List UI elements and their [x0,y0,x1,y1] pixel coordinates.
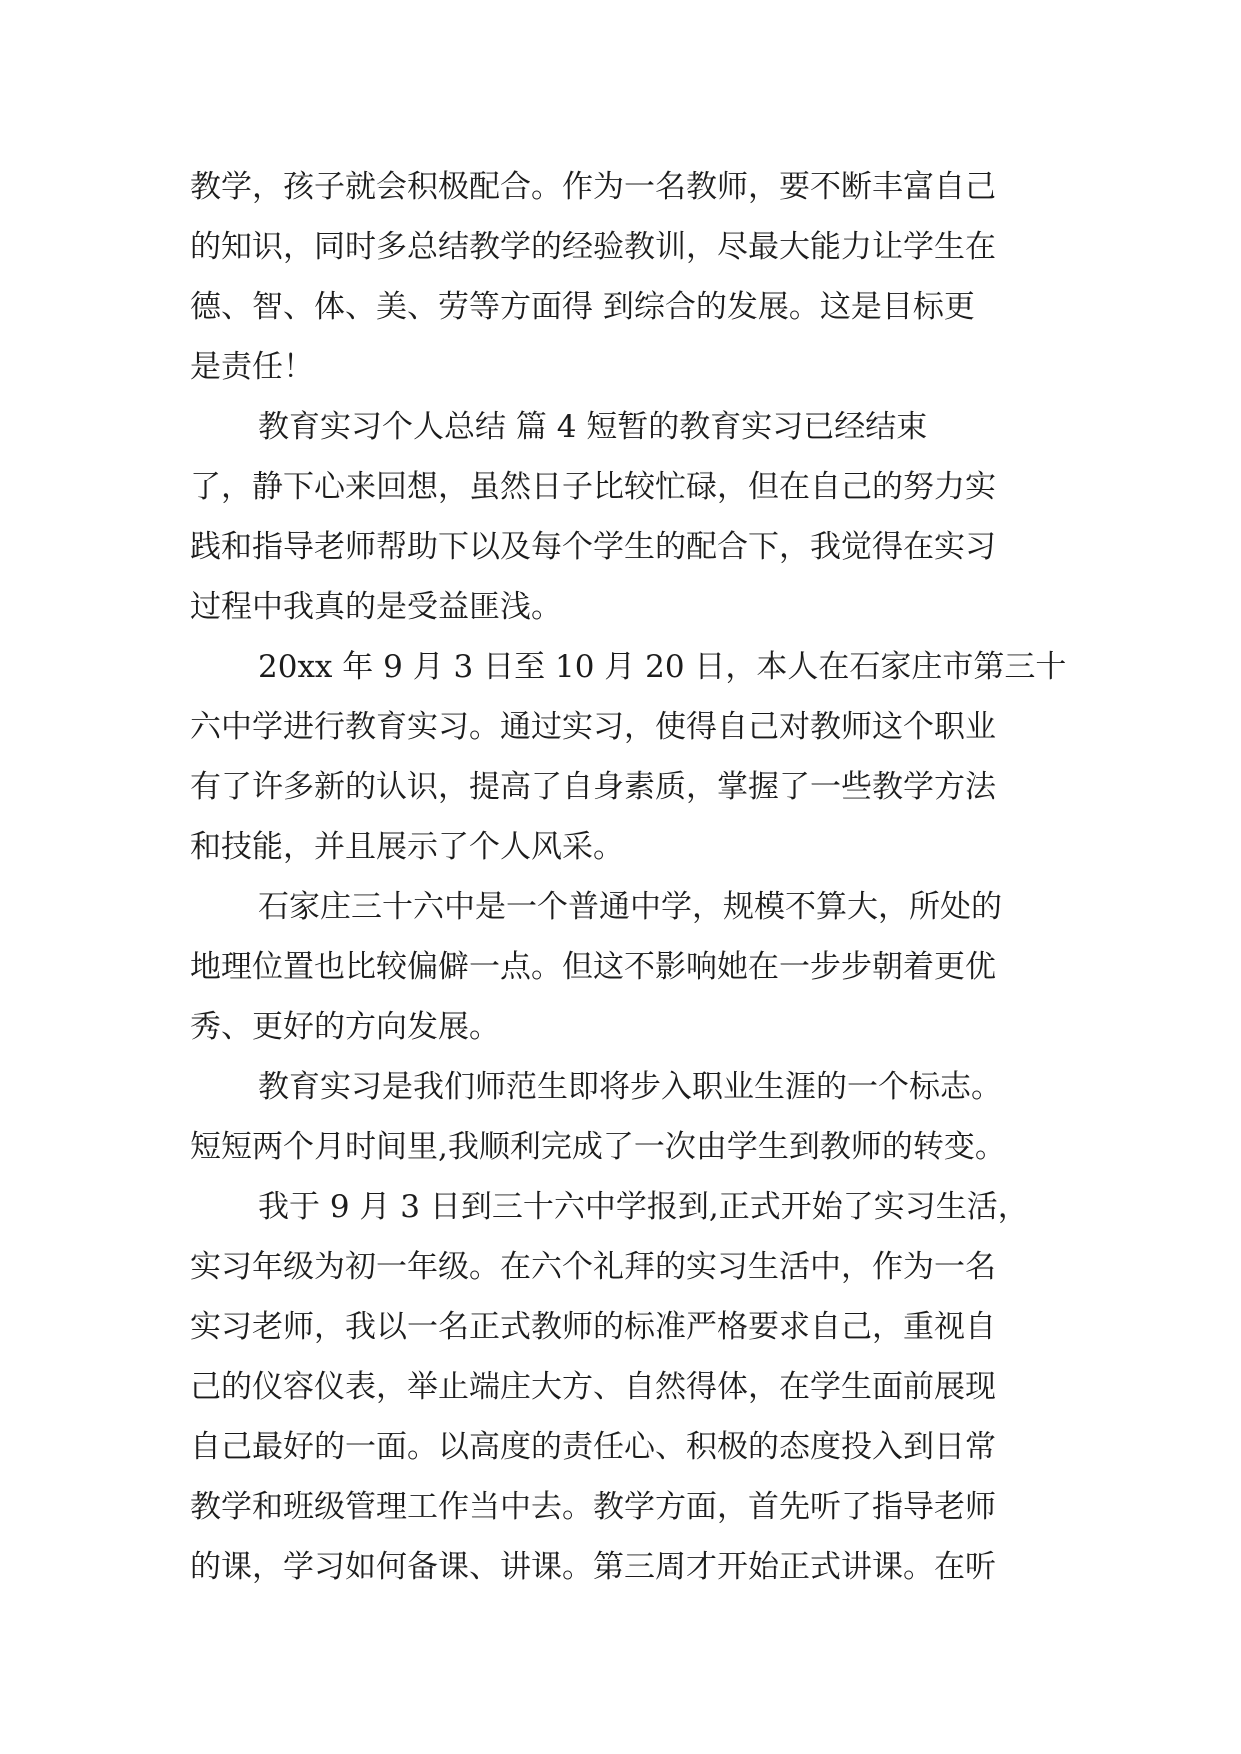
text-line-19: 实习年级为初一年级。在六个礼拜的实习生活中，作为一名 [190,1249,996,1285]
text-line-2: 的知识，同时多总结教学的经验教训，尽最大能力让学生在 [190,229,996,265]
text-line-7: 践和指导老师帮助下以及每个学生的配合下，我觉得在实习 [190,529,996,565]
text-line-4: 是责任！ [190,349,314,385]
section-heading-line: 教育实习个人总结 篇 4 短暂的教育实习已经结束 [258,409,928,445]
text-line-24: 的课，学习如何备课、讲课。第三周才开始正式讲课。在听 [190,1549,996,1585]
text-line-3: 德、智、体、美、劳等方面得 到综合的发展。这是目标更 [190,289,975,325]
text-line-21: 己的仪容仪表，举止端庄大方、自然得体，在学生面前展现 [190,1369,996,1405]
text-line-22: 自己最好的一面。以高度的责任心、积极的态度投入到日常 [190,1429,996,1465]
text-line-11: 有了许多新的认识，提高了自身素质，掌握了一些教学方法 [190,769,996,805]
text-line-12: 和技能，并且展示了个人风采。 [190,829,624,865]
text-line-23: 教学和班级管理工作当中去。教学方面，首先听了指导老师 [190,1489,996,1525]
text-line-6: 了，静下心来回想，虽然日子比较忙碌，但在自己的努力实 [190,469,996,505]
text-line-20: 实习老师，我以一名正式教师的标准严格要求自己，重视自 [190,1309,996,1345]
text-line-17: 短短两个月时间里,我顺利完成了一次由学生到教师的转变。 [190,1129,1006,1165]
text-line-14: 地理位置也比较偏僻一点。但这不影响她在一步步朝着更优 [190,949,996,985]
text-line-9: 20xx 年 9 月 3 日至 10 月 20 日，本人在石家庄市第三十 [258,649,1067,685]
text-line-18: 我于 9 月 3 日到三十六中学报到,正式开始了实习生活， [258,1189,1029,1225]
text-line-10: 六中学进行教育实习。通过实习，使得自己对教师这个职业 [190,709,996,745]
text-line-1: 教学，孩子就会积极配合。作为一名教师，要不断丰富自己 [190,169,996,205]
text-line-8: 过程中我真的是受益匪浅。 [190,589,562,625]
text-line-13: 石家庄三十六中是一个普通中学，规模不算大，所处的 [258,889,1002,925]
text-line-16: 教育实习是我们师范生即将步入职业生涯的一个标志。 [258,1069,1002,1105]
text-line-15: 秀、更好的方向发展。 [190,1009,500,1045]
